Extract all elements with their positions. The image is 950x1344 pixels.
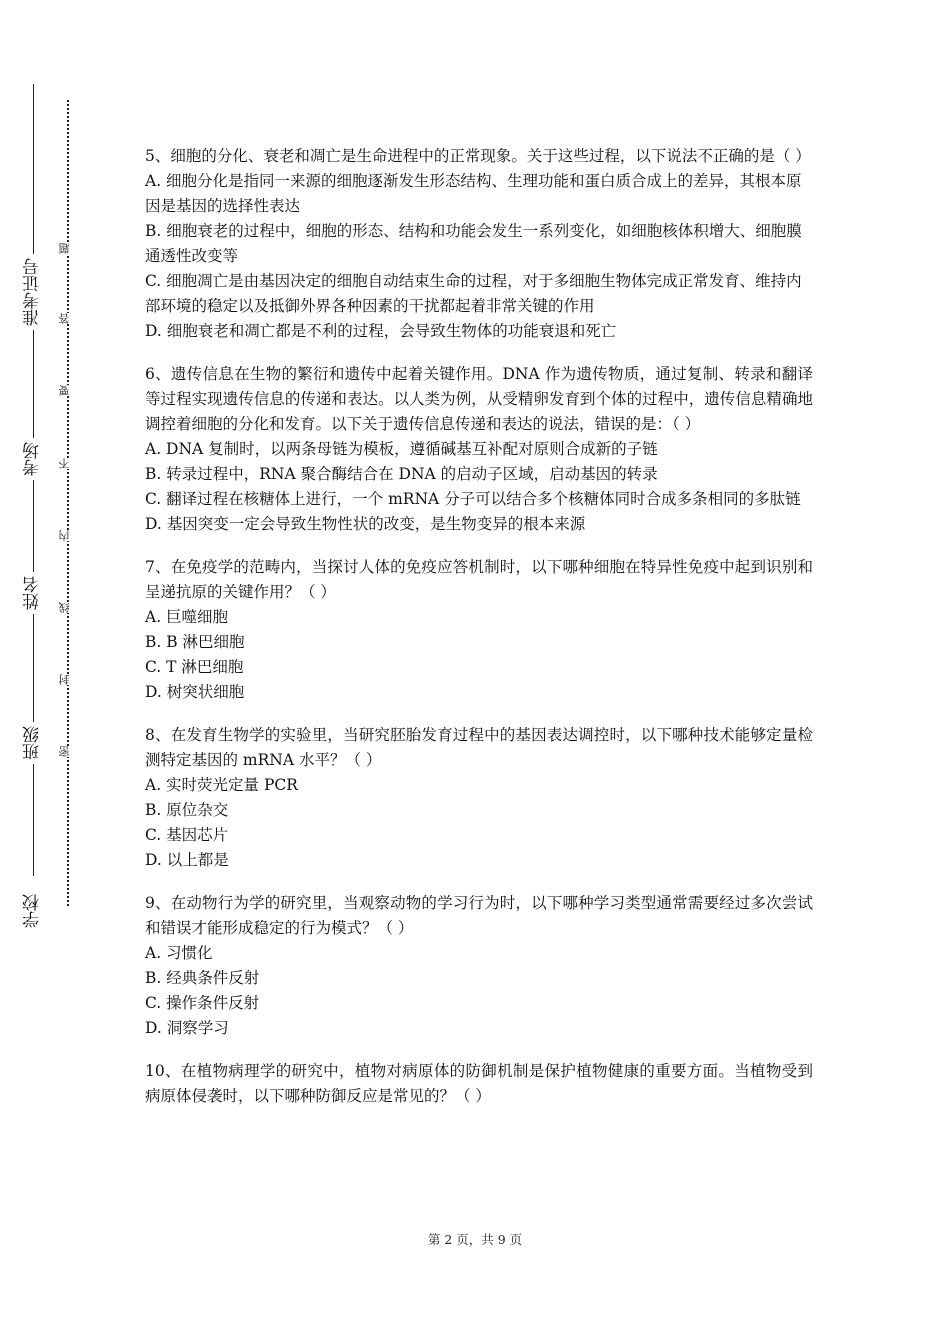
question-stem: 6、遗传信息在生物的繁衍和遗传中起着关键作用。DNA 作为遗传物质，通过复制、转录和翻译等过程实现遗传信息的传递和表达。以人类为例，从受精卵发育到个体的过程中，遗传信息精确地调控着细胞的分化和发育。以下关于遗传信息传递和表达的说法，错误的是：（ ） xyxy=(145,365,813,433)
option-a: A. 习惯化 xyxy=(145,944,213,962)
question-list xyxy=(145,144,813,1127)
seal-dotted-line xyxy=(67,100,69,906)
seal-word: 要 xyxy=(58,385,76,396)
option-b: B. 经典条件反射 xyxy=(145,969,260,987)
fill-line xyxy=(33,764,34,876)
question-stem: 9、在动物行为学的研究里，当观察动物的学习行为时，以下哪种学习类型通常需要经过多次尝试和错误才能形成稳定的行为模式？（ ） xyxy=(145,894,813,937)
question-10 xyxy=(145,1059,813,1109)
option-b: B. 原位杂交 xyxy=(145,801,229,819)
question-7 xyxy=(145,555,813,705)
option-b: B. 转录过程中，RNA 聚合酶结合在 DNA 的启动子区域，启动基因的转录 xyxy=(145,465,658,483)
option-b: B. 细胞衰老的过程中，细胞的形态、结构和功能会发生一系列变化，如细胞核体积增大、细胞膜通透性改变等 xyxy=(145,222,802,265)
option-c: C. 翻译过程在核糖体上进行，一个 mRNA 分子可以结合多个核糖体同时合成多条相同的多肽链 xyxy=(145,490,801,508)
fill-line xyxy=(33,500,34,572)
fill-line xyxy=(33,650,34,722)
question-stem: 5、细胞的分化、衰老和凋亡是生命进程中的正常现象。关于这些过程，以下说法不正确的是（ ） xyxy=(145,147,811,165)
class-field xyxy=(18,650,48,876)
option-a: A. 细胞分化是指同一来源的细胞逐渐发生形态结构、生理功能和蛋白质合成上的差异，其根本原因是基因的选择性表达 xyxy=(145,172,802,215)
option-c: C. 操作条件反射 xyxy=(145,994,260,1012)
fill-line xyxy=(33,84,34,254)
option-d: D. 树突状细胞 xyxy=(145,683,245,701)
seal-word: 内 xyxy=(58,530,76,541)
seal-word: 线 xyxy=(58,602,76,613)
binding-margin xyxy=(0,0,90,1344)
option-d: D. 细胞衰老和凋亡都是不利的过程，会导致生物体的功能衰退和死亡 xyxy=(145,322,617,340)
option-d: D. 基因突变一定会导致生物性状的改变，是生物变异的根本来源 xyxy=(145,515,586,533)
exam-id-label: 准考证号 xyxy=(23,258,43,326)
option-a: A. 巨噬细胞 xyxy=(145,608,229,626)
option-c: C. 基因芯片 xyxy=(145,826,229,844)
question-9 xyxy=(145,891,813,1041)
question-stem: 8、在发育生物学的实验里，当研究胚胎发育过程中的基因表达调控时，以下哪种技术能够定量检测特定基因的 mRNA 水平？（ ） xyxy=(145,726,813,769)
question-stem: 10、在植物病理学的研究中，植物对病原体的防御机制是保护植物健康的重要方面。当植物受到病原体侵袭时，以下哪种防御反应是常见的？（ ） xyxy=(145,1062,813,1105)
option-a: A. 实时荧光定量 PCR xyxy=(145,776,298,794)
seal-word: 封 xyxy=(58,674,76,685)
option-a: A. DNA 复制时，以两条母链为模板，遵循碱基互补配对原则合成新的子链 xyxy=(145,440,658,458)
question-stem: 7、在免疫学的范畴内，当探讨人体的免疫应答机制时，以下哪种细胞在特异性免疫中起到识别和呈递抗原的关键作用？（ ） xyxy=(145,558,813,601)
option-b: B. B 淋巴细胞 xyxy=(145,633,245,651)
exam-room-label: 考场 xyxy=(23,442,43,476)
option-c: C. 细胞凋亡是由基因决定的细胞自动结束生命的过程，对于多细胞生物体完成正常发育、维持内部环境的稳定以及抵御外界各种因素的干扰都起着非常关键的作用 xyxy=(145,272,802,315)
name-label: 姓名 xyxy=(23,576,43,610)
seal-word: 答 xyxy=(58,313,76,324)
fill-line xyxy=(33,358,34,438)
seal-word: 题 xyxy=(58,243,76,254)
seal-word: 不 xyxy=(58,458,76,469)
page-number: 第 2 页，共 9 页 xyxy=(427,1232,523,1247)
option-d: D. 洞察学习 xyxy=(145,1019,229,1037)
school-field xyxy=(18,890,48,932)
option-d: D. 以上都是 xyxy=(145,851,229,869)
school-label: 学校 xyxy=(23,894,43,928)
option-c: C. T 淋巴细胞 xyxy=(145,658,244,676)
class-label: 班级 xyxy=(23,726,43,760)
seal-word: 密 xyxy=(58,746,76,757)
question-5 xyxy=(145,144,813,344)
question-6 xyxy=(145,362,813,537)
question-8 xyxy=(145,723,813,873)
